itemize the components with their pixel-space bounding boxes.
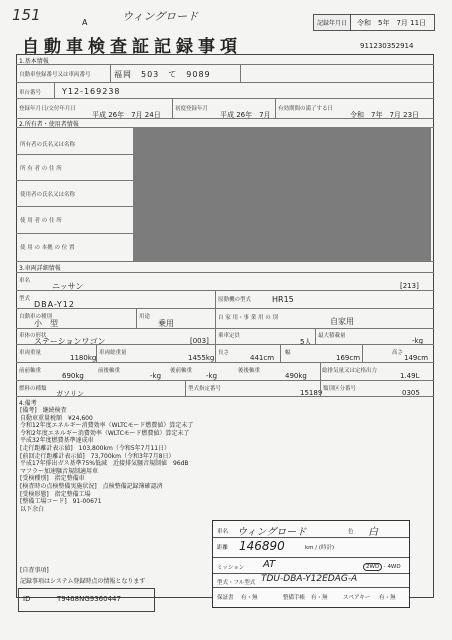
type-label: 自動車の種別 — [19, 314, 53, 320]
divider — [320, 362, 321, 380]
fuel-value: ガソリン — [56, 390, 84, 398]
memo-maint-label: 整備手帳 — [283, 595, 306, 601]
divider — [16, 380, 434, 381]
handwritten-number: 151 — [12, 6, 41, 24]
divider — [215, 344, 216, 362]
remarks-line: 以下余白 — [20, 505, 45, 513]
divider — [16, 362, 434, 363]
body-code: [003] — [190, 337, 209, 345]
expiry-label: 有効期間の満了する日 — [278, 106, 334, 112]
divider — [16, 328, 434, 329]
handwritten-model: ウィングロード — [122, 10, 199, 23]
width-value: 169cm — [336, 354, 361, 362]
capacity-value: 5人 — [300, 338, 312, 346]
divider — [16, 308, 434, 309]
class-value: 0305 — [402, 389, 420, 397]
memo-distance-value: 146890 — [239, 539, 285, 553]
notice-text: 記録事項はシステム登録時点の情報となります — [20, 578, 146, 585]
divider — [16, 261, 434, 262]
width-label: 幅 — [285, 350, 291, 356]
divider — [215, 290, 216, 308]
private-label: 自 家 用・事 業 用 の 別 — [218, 315, 278, 321]
body-label: 車体の形状 — [19, 333, 47, 339]
memo-color-label: 色 — [348, 529, 354, 535]
divider — [240, 64, 241, 82]
redacted-owner-info — [133, 127, 431, 261]
section-owner: 2.所有者・使用者情報 — [19, 121, 79, 128]
divider — [215, 328, 216, 344]
memo-name-label: 車名 — [217, 529, 229, 535]
model-label: 型式 — [19, 296, 31, 302]
divider — [213, 587, 409, 588]
body-value: ステーションワゴン — [34, 337, 106, 346]
remarks-line: [前回走行距離計表示値] 73,700km（令和3年7月8日） — [20, 452, 175, 460]
height-label: 高さ — [392, 350, 404, 356]
use-value: 乗用 — [158, 319, 174, 328]
divider — [315, 328, 316, 344]
divider — [110, 64, 111, 82]
expiry-value: 令和 7年 7月 23日 — [350, 111, 420, 119]
id-box — [18, 588, 155, 612]
divider — [213, 557, 409, 558]
divider — [213, 537, 409, 538]
remarks-line: マフラー加速騒音規制適用車 — [20, 467, 99, 475]
spec-value: 15189 — [300, 389, 323, 397]
divider — [280, 344, 281, 362]
divider — [136, 308, 137, 328]
section-remarks: 4.備考 — [19, 400, 37, 407]
memo-spare-label: スペアキー — [343, 595, 371, 601]
divider — [16, 64, 434, 65]
rr-label: 後後軸重 — [238, 368, 261, 374]
divider — [16, 396, 434, 397]
remarks-line: 平成32年度燃費基準達成車 — [20, 437, 94, 445]
divider — [185, 380, 186, 396]
engine-label: 原動機の型式 — [218, 297, 252, 303]
section-basic: 1.基本情報 — [19, 58, 49, 65]
handwritten-rank: A — [82, 18, 88, 27]
maker-label: 車名 — [19, 278, 31, 284]
record-date-box — [313, 14, 435, 31]
doc-number: 911230352914 — [360, 42, 414, 50]
reg-label: 自動車登録番号又は車両番号 — [19, 72, 91, 78]
divider — [16, 154, 133, 155]
chassis-label: 車台番号 — [19, 90, 42, 96]
ff-value: 690kg — [62, 372, 84, 380]
memo-distance-unit: km / (時計) — [305, 545, 335, 551]
notice-label: [自査事項] — [20, 567, 49, 574]
chassis-value: Y12-169238 — [62, 87, 121, 96]
length-label: 長さ — [218, 350, 230, 356]
divider — [54, 82, 55, 98]
owner-address-label: 所 有 者 の 住 所 — [20, 166, 62, 172]
handwritten-memo-card — [212, 520, 410, 608]
displacement-label: 総排気量又は定格出力 — [322, 368, 378, 374]
divider — [362, 344, 363, 362]
capacity-label: 乗車定員 — [218, 333, 241, 339]
remarks-line: [整備工場コード] 91-00671 — [20, 498, 102, 506]
weight-label: 車両重量 — [19, 350, 42, 356]
type-value: 小 型 — [34, 319, 58, 328]
divider — [172, 98, 173, 118]
divider — [16, 98, 434, 99]
memo-frame-label: 型式・フル型式 — [217, 580, 256, 586]
section-vehicle: 3.車両詳細情報 — [19, 265, 61, 272]
divider — [275, 98, 276, 118]
memo-name-value: ウィングロード — [237, 527, 307, 538]
reg-value: 福岡 503 て 9089 — [114, 70, 211, 79]
record-date-label: 記録年月日 — [314, 15, 351, 30]
ff-label: 前前軸重 — [19, 368, 42, 374]
maxload-label: 最大積載量 — [318, 333, 346, 339]
maker-value: ニッサン — [52, 282, 84, 291]
memo-frame-value: TDU-DBA-Y12EDAG-A — [261, 574, 358, 584]
gross-value: 1455kg — [188, 354, 215, 362]
first-reg-month-label: 初度登録年月 — [175, 106, 209, 112]
gross-label: 車両総重量 — [99, 350, 127, 356]
remarks-line: 平成17年排出ガス基準75%低減 近接排気騒音規制値 96dB — [20, 460, 189, 468]
displacement-value: 1.49L — [400, 372, 420, 380]
remarks-text — [20, 407, 193, 513]
remarks-line: [受検形態] 指定整備工場 — [20, 490, 91, 498]
remarks-line: [受検種別] 指定整備車 — [20, 475, 85, 483]
memo-maint-value: 有・無 — [311, 595, 328, 601]
drive-2wd-option: 2WD — [363, 563, 382, 571]
model-value: DBA-Y12 — [34, 300, 75, 309]
user-address-label: 使 用 者 の 住 所 — [20, 218, 62, 224]
remarks-line: 自動車重量税額 ¥24,600 — [20, 414, 93, 422]
rr-value: 490kg — [285, 372, 307, 380]
page-title: 自動車検査証記録事項 — [22, 37, 242, 57]
divider — [16, 233, 133, 234]
memo-mission-label: ミッション — [217, 565, 245, 571]
fuel-label: 燃料の種類 — [19, 386, 47, 392]
divider — [16, 82, 434, 83]
memo-warranty-label: 保証書 — [217, 595, 234, 601]
class-label: 類別区分番号 — [323, 386, 357, 392]
divider — [96, 344, 97, 362]
fr-label: 前後軸重 — [98, 368, 121, 374]
remarks-line: [検査時の点検整備実施状況] 点検整備記録簿確認済 — [20, 482, 163, 490]
weight-value: 1180kg — [70, 354, 97, 362]
first-reg-month-value: 平成 26年 7月 — [220, 111, 271, 119]
memo-warranty-value: 有・無 — [241, 595, 258, 601]
rf-label: 後前軸重 — [170, 368, 193, 374]
remarks-line: 令和12年度エネルギー消費効率（WLTCモード燃費値）算定未了 — [20, 422, 194, 430]
memo-spare-value: 有・無 — [379, 595, 396, 601]
spec-label: 型式指定番号 — [188, 386, 222, 392]
divider — [16, 272, 434, 273]
memo-mission-value: AT — [263, 559, 276, 570]
divider — [16, 180, 133, 181]
first-reg-value: 平成 26年 7月 24日 — [92, 111, 161, 119]
memo-distance-label: 距離 — [217, 545, 229, 551]
maxload-value: -kg — [412, 337, 424, 345]
memo-drive: 2WD · 4WD — [363, 563, 401, 571]
first-reg-label: 登録年月日/交付年月日 — [19, 106, 76, 112]
remarks-line: 令和2年度エネルギー消費効率（WLTCモード燃費値）算定未了 — [20, 429, 190, 437]
length-value: 441cm — [250, 354, 275, 362]
memo-color-value: 白 — [368, 527, 378, 538]
id-label: ID — [23, 595, 31, 603]
divider — [16, 290, 434, 291]
engine-value: HR15 — [272, 295, 294, 304]
drive-4wd-option: 4WD — [387, 564, 401, 570]
record-date-value: 令和 5年 7月 11日 — [357, 18, 427, 27]
remarks-line: [備考] 継続検査 — [20, 407, 67, 414]
maker-code: [213] — [400, 282, 419, 290]
user-name-label: 使用者の氏名又は名称 — [20, 192, 76, 198]
base-location-label: 使 用 の 本拠 の 位 置 — [20, 245, 75, 251]
remarks-line: [走行距離計表示値] 103,800km（令和5年7月11日） — [20, 444, 171, 452]
divider — [215, 308, 216, 328]
divider — [16, 344, 434, 345]
private-value: 自家用 — [330, 317, 354, 326]
rf-value: -kg — [206, 372, 218, 380]
use-label: 用途 — [139, 314, 151, 320]
owner-name-label: 所有者の氏名又は名称 — [20, 142, 76, 148]
height-value: 149cm — [404, 354, 429, 362]
fr-value: -kg — [150, 372, 162, 380]
divider — [320, 380, 321, 396]
divider — [16, 206, 133, 207]
id-value: T9468NG9360447 — [57, 595, 121, 603]
